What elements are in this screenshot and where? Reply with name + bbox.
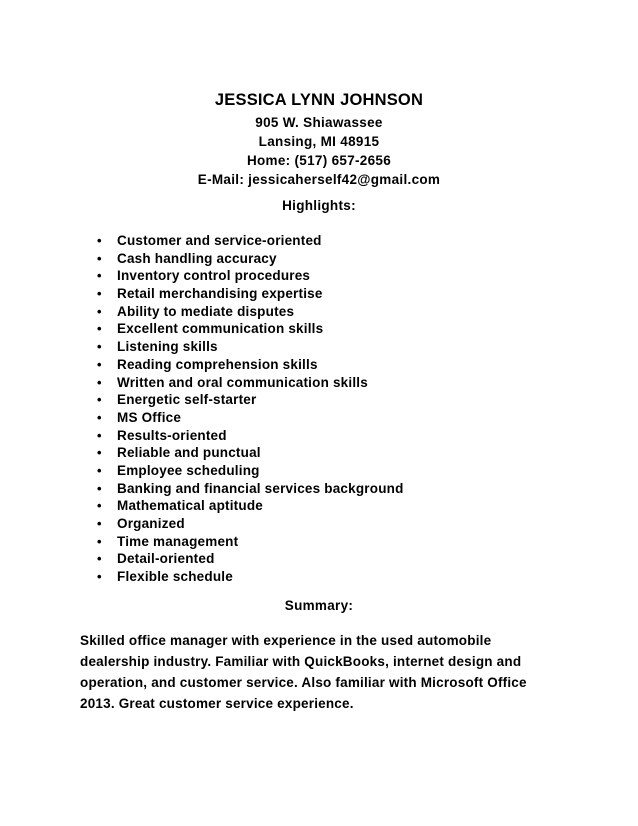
bullet-icon: •	[97, 268, 102, 284]
highlight-text: Detail-oriented	[117, 551, 215, 567]
highlights-heading: Highlights:	[282, 198, 356, 213]
highlight-text: Time management	[117, 533, 239, 549]
highlight-text: Reading comprehension skills	[117, 356, 318, 372]
bullet-icon: •	[97, 516, 102, 531]
highlight-item	[0, 568, 638, 586]
highlight-text: Inventory control procedures	[117, 268, 311, 284]
highlight-item	[0, 356, 638, 374]
highlight-text: Cash handling accuracy	[117, 250, 277, 266]
email-address: E-Mail: jessicaherself42@gmail.com	[197, 172, 441, 187]
bullet-icon: •	[97, 374, 102, 390]
highlight-item	[0, 232, 638, 250]
highlight-text: Ability to mediate disputes	[117, 303, 295, 319]
bullet-icon: •	[97, 462, 102, 478]
highlight-text: Listening skills	[117, 339, 218, 355]
highlight-text: Organized	[117, 516, 185, 531]
highlight-item	[0, 533, 638, 551]
highlight-item	[0, 320, 638, 338]
summary-paragraph: Skilled office manager with experience in the used automobile dealership industry. Familiar with QuickBooks, internet design and operation, and customer service. Also familiar with Microsoft Office 2013. Great customer service experience.	[80, 633, 527, 711]
bullet-icon: •	[97, 409, 102, 425]
address-city: Lansing, MI 48915	[258, 134, 380, 149]
bullet-icon: •	[97, 233, 102, 248]
highlights-list	[0, 232, 638, 586]
bullet-icon: •	[97, 303, 102, 319]
highlight-item	[0, 497, 638, 515]
bullet-icon: •	[97, 286, 102, 302]
highlight-text: Customer and service-oriented	[117, 233, 322, 248]
highlight-item	[0, 427, 638, 445]
bullet-icon: •	[97, 551, 102, 567]
highlight-item	[0, 550, 638, 568]
highlight-item	[0, 338, 638, 356]
address-street: 905 W. Shiawassee	[255, 115, 383, 130]
bullet-icon: •	[97, 427, 102, 443]
highlight-text: Retail merchandising expertise	[117, 286, 323, 302]
bullet-icon: •	[97, 569, 102, 585]
highlight-item	[0, 409, 638, 427]
phone-number: Home: (517) 657-2656	[246, 153, 392, 168]
highlight-text: Excellent communication skills	[117, 321, 324, 337]
highlight-text: Banking and financial services background	[117, 480, 404, 496]
highlight-text: Mathematical aptitude	[117, 498, 263, 514]
highlight-item	[0, 444, 638, 462]
bullet-icon: •	[97, 445, 102, 461]
bullet-icon: •	[97, 356, 102, 372]
highlight-item	[0, 250, 638, 268]
highlight-text: Results-oriented	[117, 427, 227, 443]
highlight-item	[0, 515, 638, 533]
resume-header	[0, 87, 638, 189]
highlight-item	[0, 391, 638, 409]
highlight-item	[0, 462, 638, 480]
highlight-item	[0, 374, 638, 392]
bullet-icon: •	[97, 339, 102, 355]
highlight-item	[0, 285, 638, 303]
highlight-item	[0, 267, 638, 285]
bullet-icon: •	[97, 250, 102, 266]
bullet-icon: •	[97, 498, 102, 514]
applicant-name: JESSICA LYNN JOHNSON	[214, 91, 424, 109]
highlight-text: Employee scheduling	[117, 462, 260, 478]
highlight-item	[0, 480, 638, 498]
bullet-icon: •	[97, 392, 102, 408]
highlight-item	[0, 303, 638, 321]
highlight-text: Written and oral communication skills	[117, 374, 368, 390]
highlight-text: Energetic self-starter	[117, 392, 257, 408]
highlight-text: Flexible schedule	[117, 569, 233, 585]
highlight-text: Reliable and punctual	[117, 445, 261, 461]
bullet-icon: •	[97, 480, 102, 496]
bullet-icon: •	[97, 321, 102, 337]
highlight-text: MS Office	[117, 409, 182, 425]
summary-heading: Summary:	[284, 598, 354, 613]
bullet-icon: •	[97, 533, 102, 549]
